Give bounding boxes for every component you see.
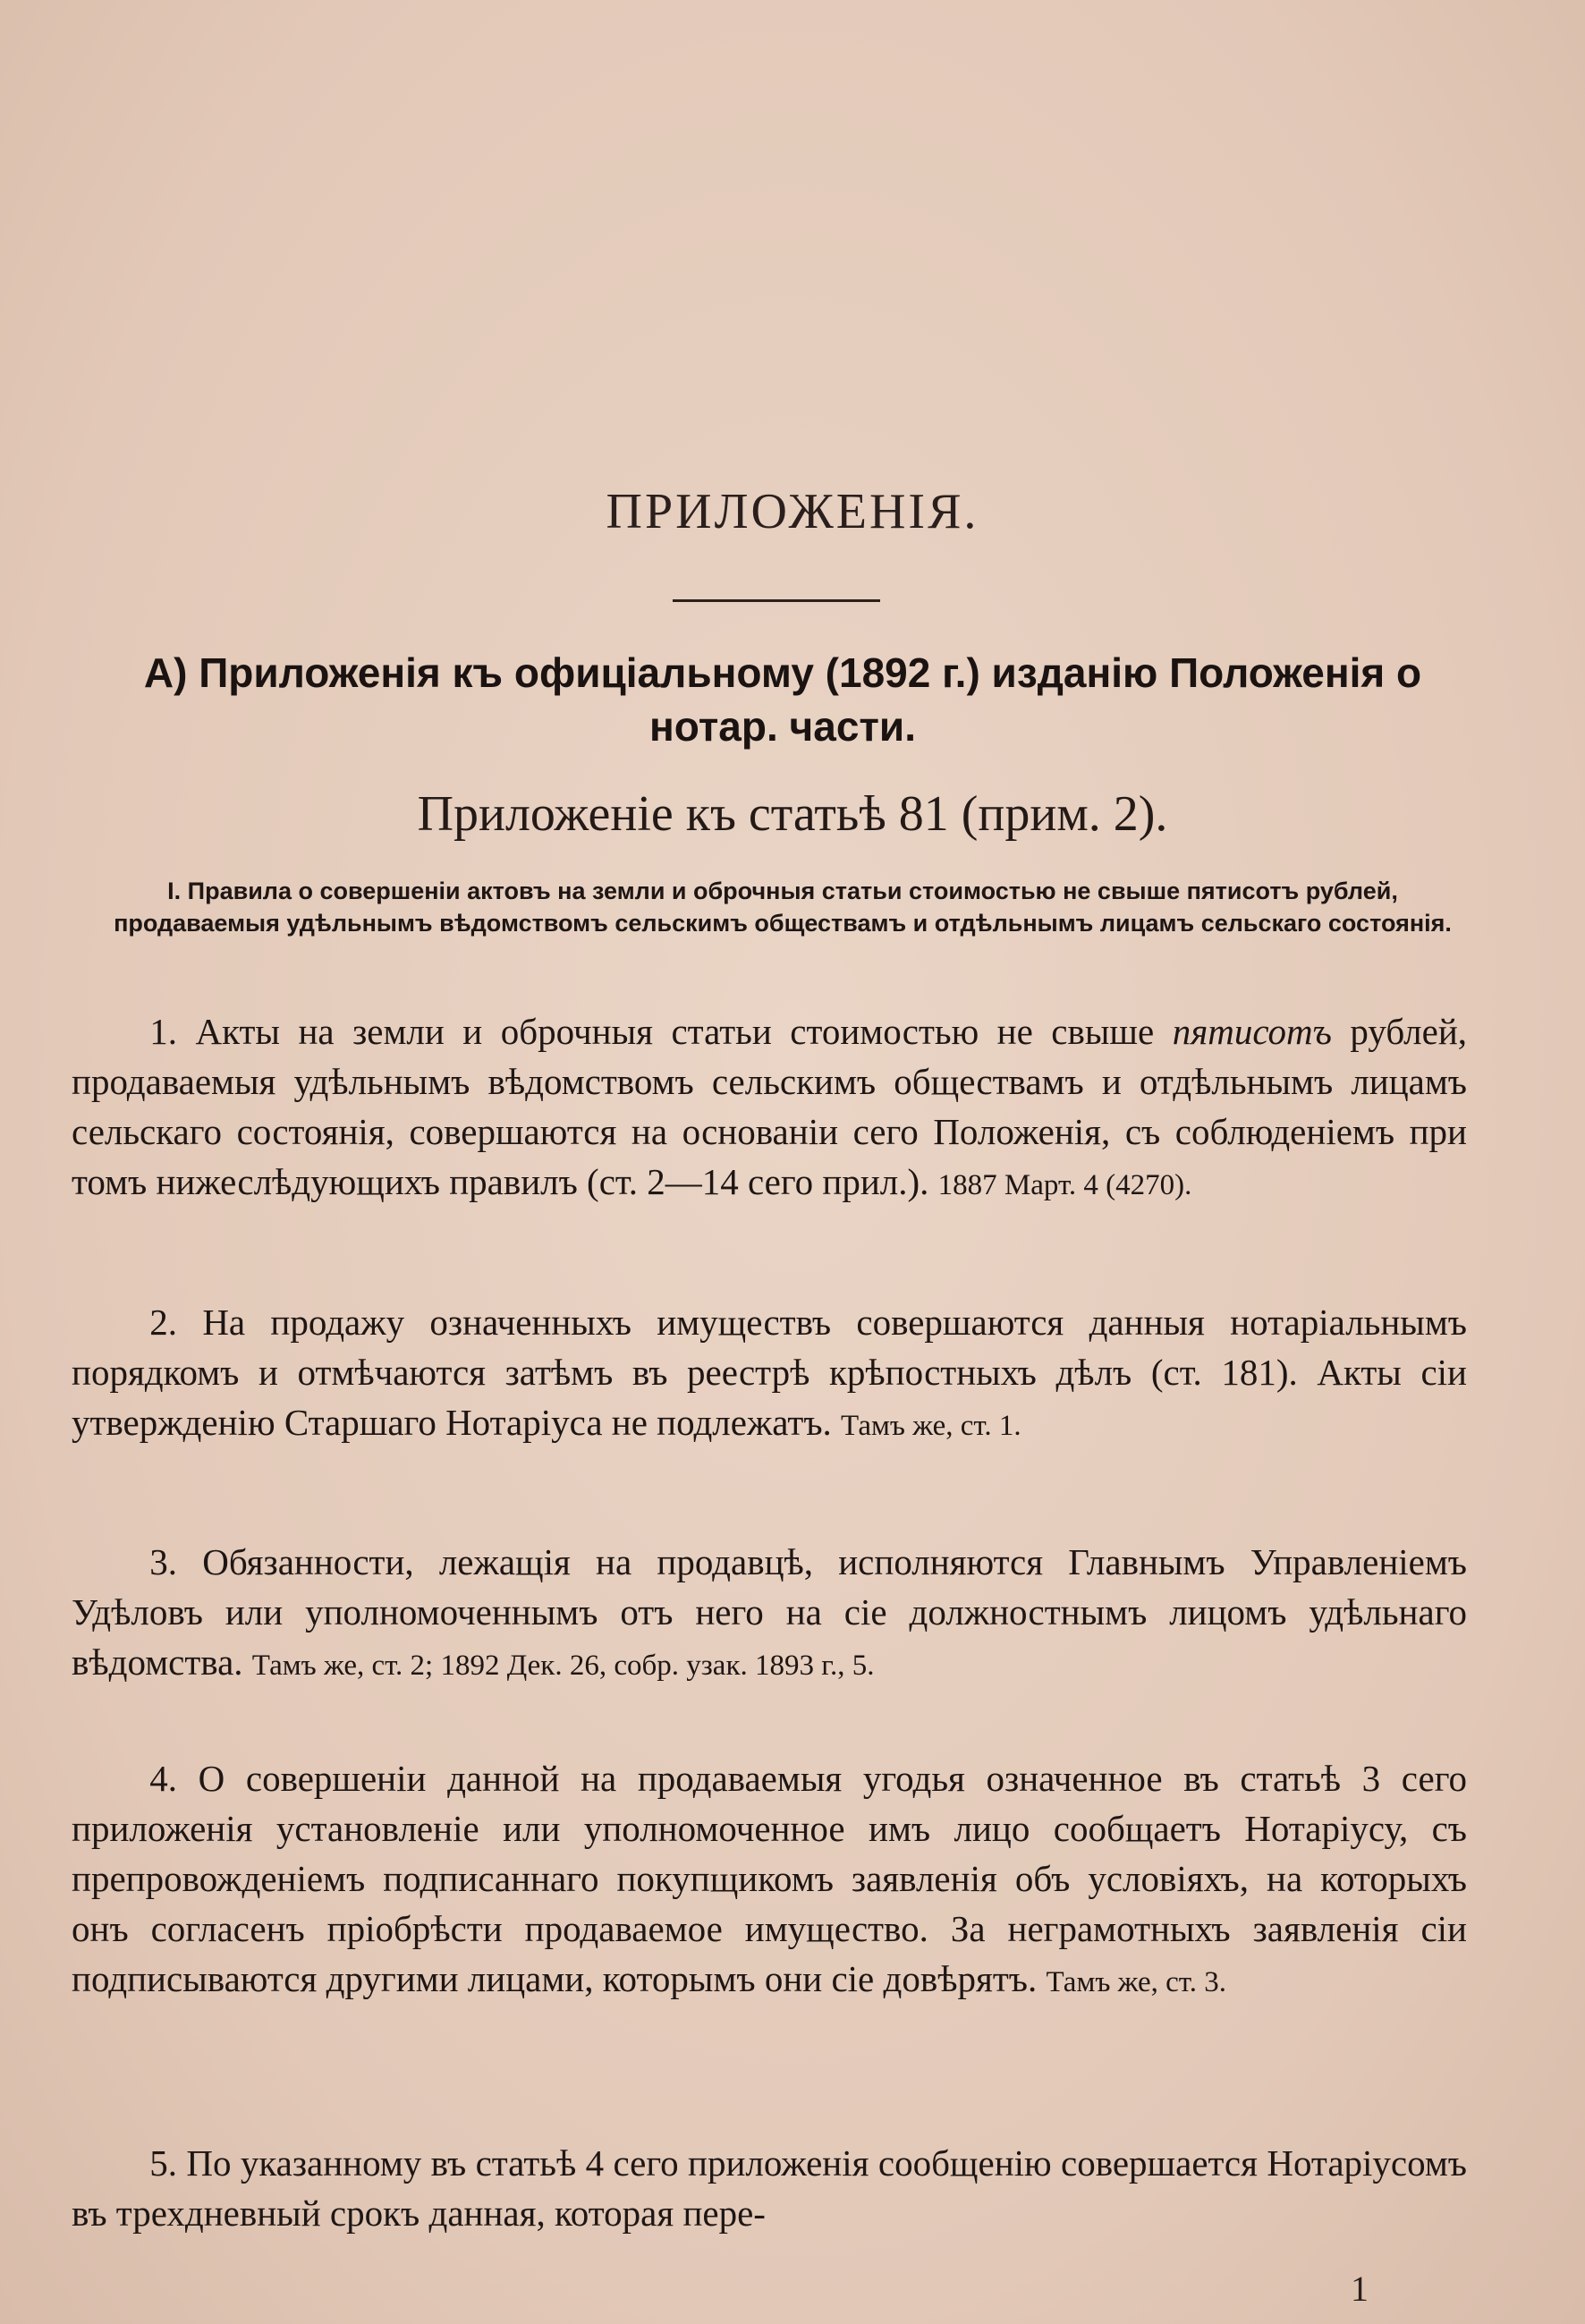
paragraph-text: рублей, продаваемыя удѣльнымъ вѣдомствомъ сельскимъ обществамъ и отдѣльнымъ лицамъ сельскаго состоянiя, совершаются на основанiи сего Положенiя, съ соблюденiемъ при томъ нижеслѣдующихъ правилъ (ст. 2—14 сего прил.). — [72, 1011, 1468, 1202]
legal-reference: Тамъ же, ст. 3. — [1046, 1966, 1226, 1998]
legal-reference: 1887 Март. 4 (4270). — [937, 1169, 1192, 1201]
paragraph-number: 4. — [149, 1758, 177, 1799]
page-number: 1 — [1351, 2269, 1369, 2309]
paragraph-number: 2. — [149, 1302, 177, 1343]
rules-heading: I. Правила о совершенiи актовъ на земли и оброчныя статьи стоимостью не свыше пятисотъ рублей, продаваемыя удѣльнымъ вѣдомствомъ сельскимъ обществамъ и отдѣльнымъ лицамъ сельскаго состоянiя. — [114, 878, 1452, 937]
title-divider — [673, 599, 880, 602]
section-a-heading: А) Приложенiя къ офицiальному (1892 г.) изданiю Положенiя о нотар. части. — [143, 649, 1422, 750]
page-title: ПРИЛОЖЕНIЯ. — [606, 484, 979, 539]
paragraph-3 — [72, 1537, 1467, 1691]
paragraph-text: О совершенiи данной на продаваемыя угодья означенное въ статьѣ 3 сего приложенiя установленiе или уполномоченное имъ лицо сообщаетъ Нотарiусу, съ препровожденiемъ подписаннаго покупщикомъ заявленiя объ условiяхъ, на которыхъ онъ согласенъ прiобрѣсти продаваемое имущество. За неграмотныхъ заявленiя сiи подписываются другими лицами, которымъ они сiе довѣрятъ. — [72, 1758, 1468, 1999]
paragraph-4 — [72, 1753, 1467, 2007]
paragraph-italic-text: пятисотъ — [1172, 1011, 1332, 1052]
paragraph-text: Акты на земли и оброчныя статьи стоимостью не свыше — [195, 1011, 1155, 1052]
paragraph-number: 1. — [149, 1011, 177, 1052]
paragraph-text: По указанному въ статьѣ 4 сего приложенiя сообщенiю совершается Нотарiусомъ въ трехдневный срокъ данная, которая пере- — [72, 2142, 1467, 2234]
paragraph-text: Обязанности, лежащiя на продавцѣ, исполняются Главнымъ Управленiемъ Удѣловъ или уполномоченнымъ отъ него на сiе должностнымъ лицомъ удѣльнаго вѣдомства. — [72, 1541, 1467, 1683]
legal-reference: Тамъ же, ст. 1. — [841, 1410, 1021, 1442]
paragraph-text: На продажу означенныхъ имуществъ совершаются данныя нотарiальнымъ порядкомъ и отмѣчаются затѣмъ въ реестрѣ крѣпостныхъ дѣлъ (ст. 181). Акты сiи утвержденiю Старшаго Нотарiуса не подлежатъ. — [72, 1302, 1467, 1443]
appendix-title: Приложенiе къ статьѣ 81 (прим. 2). — [417, 786, 1168, 842]
paragraph-number: 5. — [149, 2142, 177, 2184]
paragraph-number: 3. — [149, 1541, 177, 1582]
paragraph-1 — [72, 1006, 1467, 1210]
paragraph-5 — [72, 2138, 1467, 2238]
legal-reference: Тамъ же, ст. 2; 1892 Дек. 26, собр. узак. 1893 г., 5. — [251, 1650, 875, 1682]
paragraph-2 — [72, 1297, 1467, 1451]
